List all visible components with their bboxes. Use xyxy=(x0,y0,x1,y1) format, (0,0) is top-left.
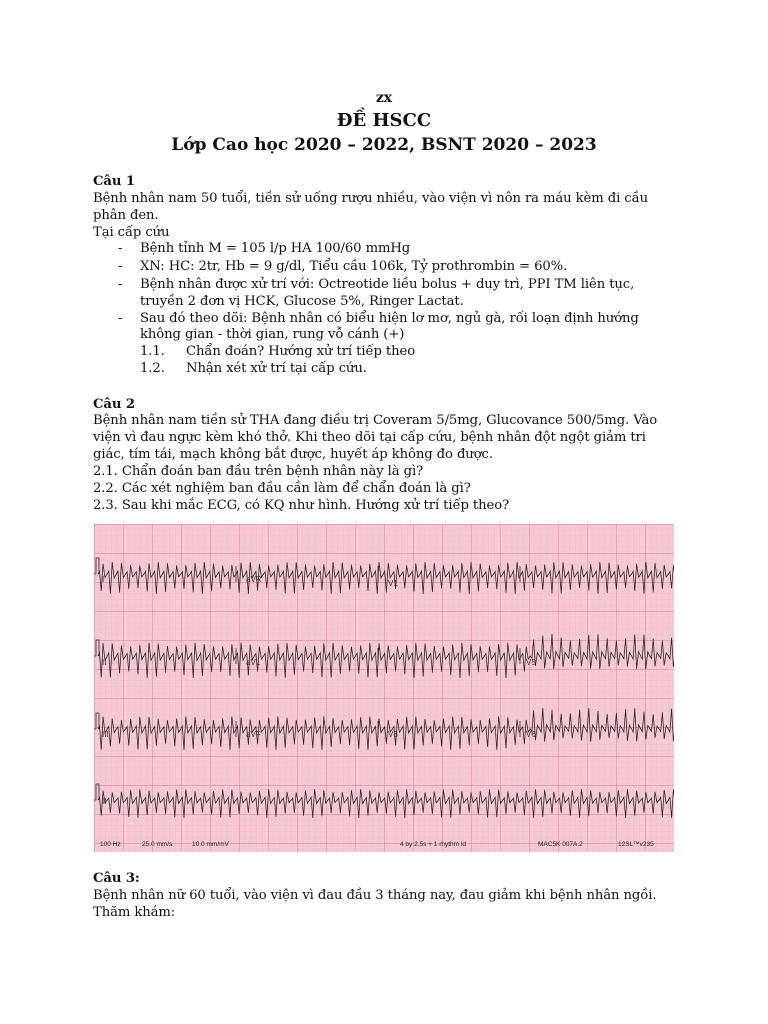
question-1-intro-line-2: phân đen. xyxy=(93,208,159,223)
question-1-bullet: Bệnh tỉnh M = 105 l/p HA 100/60 mmHg xyxy=(140,241,411,256)
question-1-sub-item: Chẩn đoán? Hướng xử trí tiếp theo xyxy=(186,344,416,359)
question-1-bullet: XN: HC: 2tr, Hb = 9 g/dl, Tiểu cầu 106k, Tỷ prothrombin = 60%. xyxy=(140,259,568,274)
question-1-bullet-continued: không gian - thời gian, rung vỗ cánh (+) xyxy=(140,327,405,342)
ecg-footer-device: MAC5K 007A.2 xyxy=(538,841,583,848)
ecg-lead-label-i: I xyxy=(102,575,105,584)
question-1-intro-line-1: Bệnh nhân nam 50 tuổi, tiền sử uống rượu nhiều, vào viện vì nôn ra máu kèm đi cầu xyxy=(93,191,648,206)
ecg-footer-gain: 10.0 mm/mV xyxy=(192,841,229,848)
question-1-bullet: Sau đó theo dõi: Bệnh nhân có biểu hiện lơ mơ, ngủ gà, rối loạn định hướng xyxy=(140,311,639,326)
question-1-label: Câu 1 xyxy=(93,174,135,189)
ecg-lead-label: V1 xyxy=(388,579,398,588)
question-1-sub-number: 1.1. xyxy=(140,344,165,359)
ecg-image xyxy=(94,524,674,852)
question-1-bullet: Bệnh nhân được xử trí với: Octreotide liều bolus + duy trì, PPI TM liên tục, xyxy=(140,277,635,292)
question-1-sub-number: 1.2. xyxy=(140,361,165,376)
question-3-line-1: Bệnh nhân nữ 60 tuổi, vào viện vì đau đầu 3 tháng nay, đau giảm khi bệnh nhân ngồi. xyxy=(93,888,657,903)
ecg-lead-label: V6 xyxy=(526,730,536,739)
ecg-lead-label: II xyxy=(102,797,107,806)
ecg-tracing xyxy=(94,524,674,852)
ecg-lead-label: aVL xyxy=(246,658,261,667)
document-code: zx xyxy=(375,90,393,106)
question-2-line: Bệnh nhân nam tiền sử THA đang điều trị Coveram 5/5mg, Glucovance 500/5mg. Vào xyxy=(93,413,658,428)
bullet-dash-icon: - xyxy=(118,241,123,256)
ecg-footer-filter: 100 Hz xyxy=(100,841,121,848)
question-2-line: giác, tím tái, mạch không bắt được, huyết áp không đo được. xyxy=(93,447,493,462)
ecg-footer-version: 12SL™v235 xyxy=(618,841,654,848)
question-1-er-label: Tại cấp cứu xyxy=(93,225,170,240)
question-2-label: Câu 2 xyxy=(93,397,135,412)
ecg-lead-label-ii: II xyxy=(102,658,107,667)
ecg-lead-label: V5 xyxy=(526,658,536,667)
bullet-dash-icon: - xyxy=(118,277,123,292)
ecg-lead-label: aVF xyxy=(246,730,261,739)
question-2-line: 2.2. Các xét nghiệm ban đầu cần làm để chẩn đoán là gì? xyxy=(93,481,471,496)
question-2-line: viện vì đau ngực kèm khó thở. Khi theo dõi tại cấp cứu, bệnh nhân đột ngột giảm tri xyxy=(93,430,646,445)
document-title: ĐỀ HSCC xyxy=(336,110,432,131)
question-2-line: 2.3. Sau khi mắc ECG, có KQ như hình. Hướng xử trí tiếp theo? xyxy=(93,498,510,513)
ecg-lead-label: aVR xyxy=(246,575,262,584)
ecg-footer-format: 4 by 2.5s + 1 rhythm ld xyxy=(400,841,466,848)
question-3-line-2: Thăm khám: xyxy=(93,905,176,920)
ecg-lead-label: V3 xyxy=(388,730,398,739)
document-subtitle: Lớp Cao học 2020 – 2022, BSNT 2020 – 2023 xyxy=(171,135,597,155)
question-3-label: Câu 3: xyxy=(93,871,140,886)
ecg-lead-label: III xyxy=(102,730,109,739)
ecg-footer-speed: 25.0 mm/s xyxy=(142,841,173,848)
bullet-dash-icon: - xyxy=(118,259,123,274)
bullet-dash-icon: - xyxy=(118,311,123,326)
question-1-sub-item: Nhận xét xử trí tại cấp cứu. xyxy=(186,361,367,376)
question-1-bullet-continued: truyền 2 đơn vị HCK, Glucose 5%, Ringer Lactat. xyxy=(140,294,464,309)
question-2-line: 2.1. Chẩn đoán ban đầu trên bệnh nhân này là gì? xyxy=(93,464,424,479)
